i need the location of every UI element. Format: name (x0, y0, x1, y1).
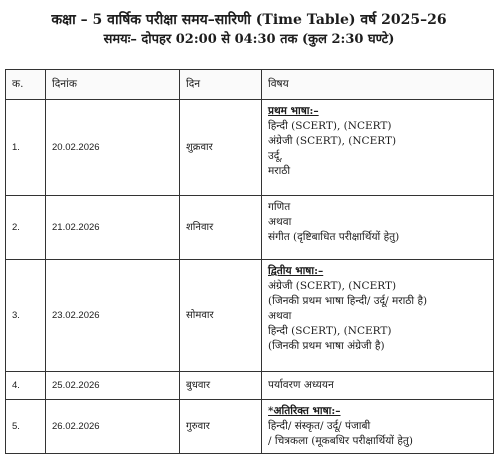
page-title: कक्षा – 5 वार्षिक परीक्षा समय–सारिणी (Time Table) वर्ष 2025–26 (51, 12, 447, 28)
serial-cell: 1. (6, 100, 46, 196)
subject-line: पर्यावरण अध्ययन (268, 379, 334, 391)
subject-cell (262, 372, 494, 400)
column-header-serial: क. (6, 70, 46, 100)
subject-line: हिन्दी (SCERT), (NCERT) (268, 120, 392, 132)
subject-heading: *अतिरिक्त भाषा:– (268, 405, 341, 417)
table-row (6, 196, 494, 260)
subject-line: अथवा (268, 216, 292, 228)
subject-line: संगीत (दृष्टिबाधित परीक्षार्थियों हेतु) (268, 231, 400, 243)
subject-cell (262, 260, 494, 372)
day-cell: शनिवार (180, 196, 262, 260)
subject-line: हिन्दी/ संस्कृत/ उर्दू/ पंजाबी (268, 420, 371, 432)
column-header-subject: विषय (262, 70, 494, 100)
day-cell: शुक्रवार (180, 100, 262, 196)
subject-line: अंग्रेजी (SCERT), (NCERT) (268, 280, 397, 292)
date-cell: 23.02.2026 (46, 260, 180, 372)
subject-line: (जिनकी प्रथम भाषा अंग्रेजी है) (268, 340, 385, 352)
table-row (6, 372, 494, 400)
subject-line: अथवा (268, 310, 292, 322)
table-row (6, 260, 494, 372)
subject-line: (जिनकी प्रथम भाषा हिन्दी/ उर्दू/ मराठी है) (268, 295, 428, 307)
serial-cell: 3. (6, 260, 46, 372)
column-header-day: दिन (180, 70, 262, 100)
subject-cell (262, 196, 494, 260)
time-subtitle: समयः– दोपहर 02:00 से 04:30 तक (कुल 2:30 घण्टे) (103, 32, 395, 47)
date-cell: 26.02.2026 (46, 400, 180, 454)
subject-cell (262, 400, 494, 454)
table-row (6, 100, 494, 196)
day-cell: बुधवार (180, 372, 262, 400)
day-cell: सोमवार (180, 260, 262, 372)
date-cell: 20.02.2026 (46, 100, 180, 196)
table-header-row (6, 70, 494, 100)
serial-cell: 4. (6, 372, 46, 400)
document-page (0, 11, 498, 474)
serial-cell: 5. (6, 400, 46, 454)
subject-line: गणित (268, 201, 291, 213)
subject-line: अंग्रेजी (SCERT), (NCERT) (268, 135, 397, 147)
subject-heading: प्रथम भाषा:– (268, 105, 319, 117)
serial-cell: 2. (6, 196, 46, 260)
day-cell: गुरुवार (180, 400, 262, 454)
timetable (5, 69, 494, 454)
date-cell: 25.02.2026 (46, 372, 180, 400)
subject-line: मराठी (268, 165, 291, 177)
subject-heading: द्वितीय भाषा:– (268, 265, 324, 277)
subject-line: उर्दू, (268, 150, 283, 162)
date-cell: 21.02.2026 (46, 196, 180, 260)
subject-line: हिन्दी (SCERT), (NCERT) (268, 325, 392, 337)
subject-cell (262, 100, 494, 196)
table-row (6, 400, 494, 454)
column-header-date: दिनांक (46, 70, 180, 100)
subject-line: / चित्रकला (मूकबधिर परीक्षार्थियों हेतु) (268, 435, 414, 447)
